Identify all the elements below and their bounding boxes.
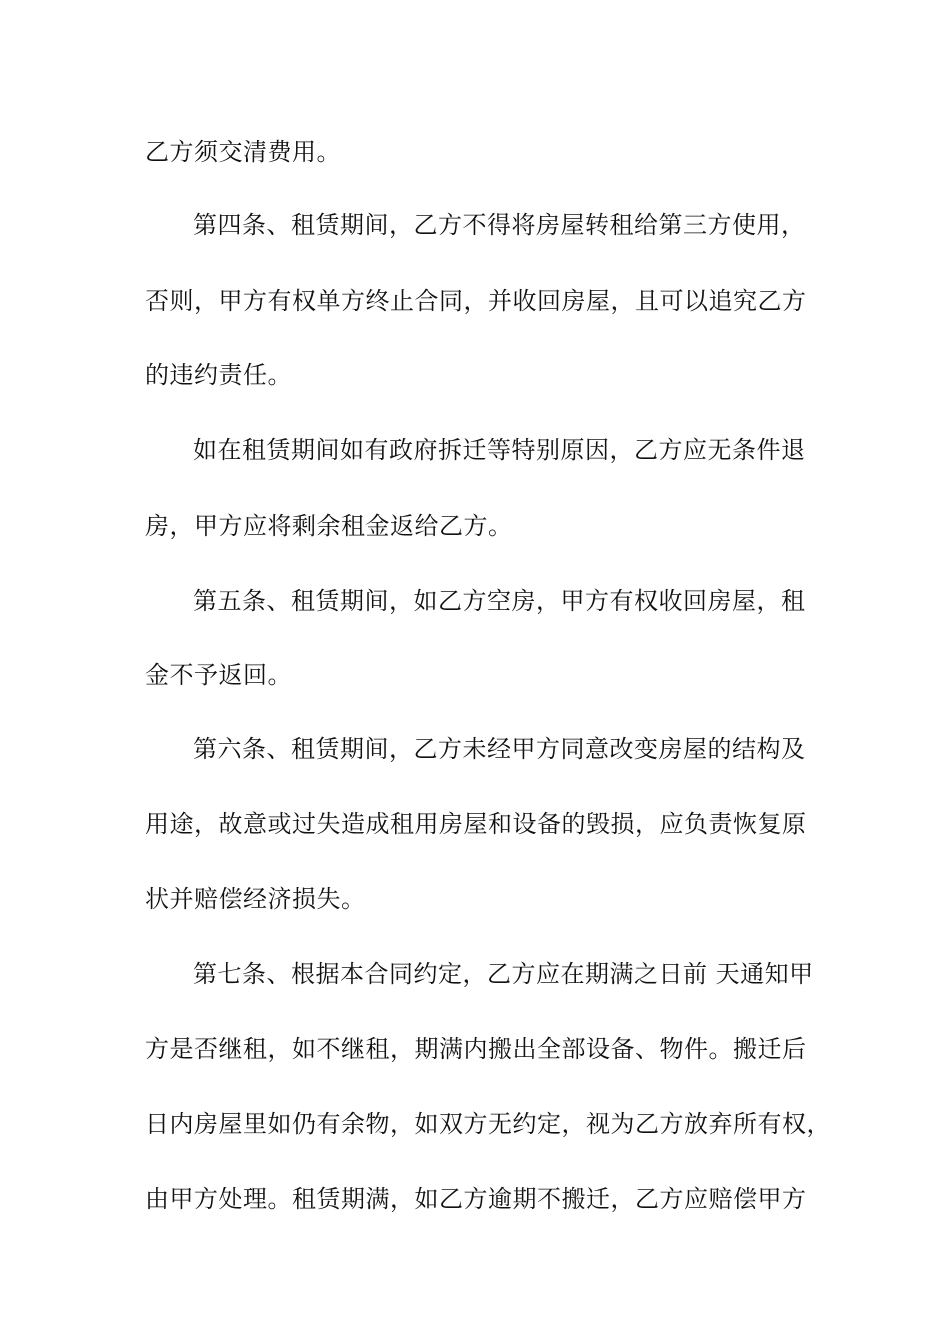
text-line: 房，甲方应将剩余租金返给乙方。 bbox=[145, 512, 513, 540]
text-line: 如在租赁期间如有政府拆迁等特别原因，乙方应无条件退 bbox=[193, 436, 806, 464]
text-line: 乙方须交清费用。 bbox=[145, 138, 341, 166]
text-line: 的违约责任。 bbox=[145, 361, 292, 389]
text-line: 第五条、租赁期间，如乙方空房，甲方有权收回房屋，租 bbox=[193, 587, 806, 615]
text-line: 第四条、租赁期间，乙方不得将房屋转租给第三方使用， bbox=[193, 211, 806, 239]
text-line: 日内房屋里如仍有余物，如双方无约定，视为乙方放弃所有权， bbox=[145, 1110, 831, 1138]
text-line: 由甲方处理。租赁期满，如乙方逾期不搬迁，乙方应赔偿甲方 bbox=[145, 1185, 807, 1213]
text-line: 金不予返回。 bbox=[145, 661, 292, 689]
text-line: 第七条、根据本合同约定，乙方应在期满之日前 天通知甲 bbox=[193, 960, 814, 988]
text-line: 否则，甲方有权单方终止合同，并收回房屋，且可以追究乙方 bbox=[145, 287, 807, 315]
text-line: 方是否继租，如不继租，期满内搬出全部设备、物件。搬迁后 bbox=[145, 1035, 807, 1063]
text-line: 状并赔偿经济损失。 bbox=[145, 885, 366, 913]
text-line: 第六条、租赁期间，乙方未经甲方同意改变房屋的结构及 bbox=[193, 735, 806, 763]
text-line: 用途，故意或过失造成租用房屋和设备的毁损，应负责恢复原 bbox=[145, 810, 807, 838]
